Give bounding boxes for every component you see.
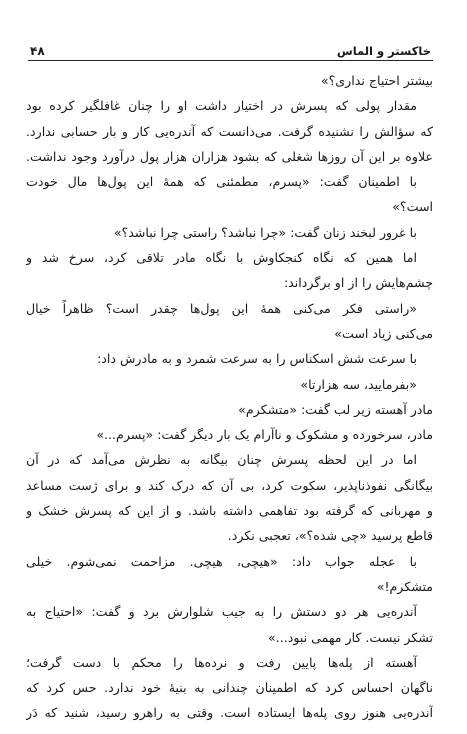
text-line: مقدار پولی که پسرش در اختیار داشت او را چنان غافلگیر کرده بود [26,98,417,114]
text-line: بیگانگی نفوذناپذیر، سکوت کرد، بی آن که درک کند و برای ژست مساعد [26,477,433,493]
text-line: قاطع پرسید «چی شده؟»، تعجبی نکرد. [227,528,433,544]
text-line: مادر، سرخورده و مشکوک و ناآرام یک بار دیگر گفت: «پسرم...» [96,427,433,443]
text-line: آندره‌یی هر دو دستش را به جیب شلوارش برد و گفت: «احتیاج به [26,604,417,620]
text-line: «راستی فکر می‌کنی همهٔ این پول‌ها چقدر است؟ ظاهراً خیال [26,300,417,316]
text-line: و مهربانی که گرفته بود تفاهمی داشته باشد. و از این که پسرش خشک و [26,503,433,519]
text-line: آندره‌یی هنوز روی پله‌ها ایستاده است. وقتی به راهرو رسید، شنید که دَر [26,705,433,721]
text-line: مادر آهسته زیر لب گفت: «متشکرم» [238,401,433,417]
text-line: می‌کنی زیاد است» [334,325,433,341]
text-line: اما همین که نگاه کنجکاوش با نگاه مادر تلاقی کرد، سرخ شد و [26,250,417,266]
text-line: با اطمینان گفت: «پسرم، مطمئنی که همهٔ این پول‌ها مال خودت [26,174,417,190]
page-number: ۴۸ [30,44,45,58]
running-header [30,34,431,58]
text-line: اما در این لحظه پسرش چنان بیگانه به نظرش می‌آمد که در آن [26,452,417,468]
text-line: چشم‌هایش را از او برگرداند: [283,275,433,291]
text-line: است؟» [392,199,433,215]
header-divider [28,60,433,61]
page-body-text [26,68,433,726]
text-line: با عجله جواب داد: «هیچی، هیچی. مزاحمت نمی‌شوم. خیلی [26,553,417,569]
book-title: خاکستر و الماس [336,44,431,58]
text-line: تشکر نیست. کار مهمی نبود...» [268,629,433,645]
text-line: بیشتر احتیاج نداری؟» [320,73,433,88]
text-line: که سؤالش را نشنیده گرفت. می‌دانست که آندره‌یی کار و بار حسابی ندارد. [26,123,433,139]
text-line: آهسته از پله‌ها پایین رفت و نرده‌ها را محکم با دست گرفت؛ [26,654,417,670]
text-line: علاوه بر این آن روزها شغلی که بشود هزاران هزار پول درآورد وجود نداشت. [26,148,433,164]
text-line: متشکرم!» [376,578,433,594]
text-line: ناگهان احساس کرد که اطمینان چندانی به بنیهٔ خود ندارد. حس کرد که [26,680,433,696]
text-line: با غرور لبخند زنان گفت: «چرا نباشد؟ راستی چرا نباشد؟» [113,224,417,240]
text-line: با سرعت شش اسکناس را به سرعت شمرد و به مادرش داد: [97,351,417,367]
text-line: «بفرمایید، سه هزارتا» [300,376,417,392]
